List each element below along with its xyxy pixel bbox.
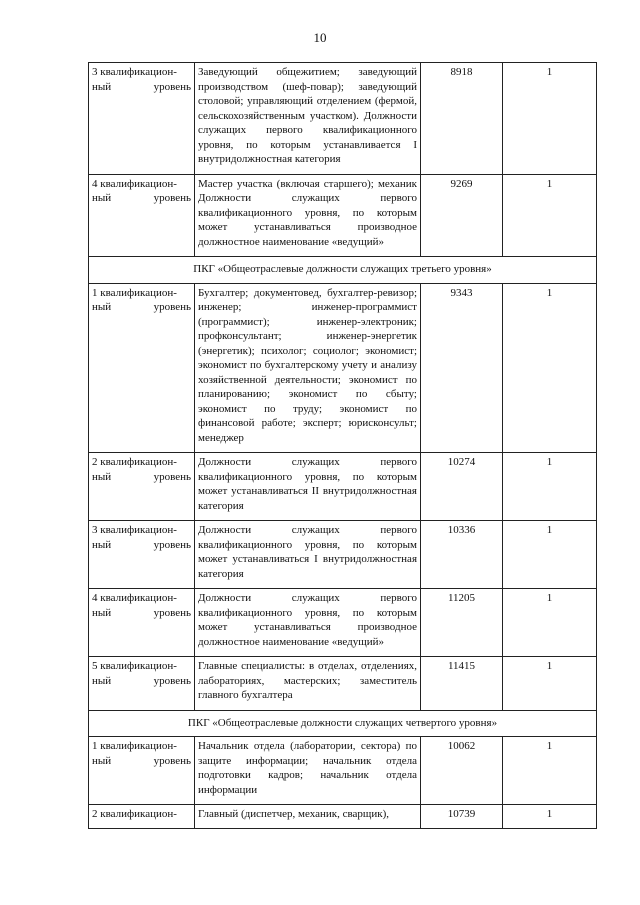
salary-value: 9269 [421, 174, 503, 257]
qualification-level-cont: ный уровень [92, 192, 191, 204]
qualification-level-cont: ный уровень [92, 301, 191, 313]
salary-value: 10274 [421, 453, 503, 521]
qualification-level: 1 квалификацион- [92, 286, 177, 299]
page-number: 10 [313, 30, 327, 45]
table-row [89, 589, 597, 657]
position-description: Бухгалтер; документовед, бухгалтер-ревизор; инженер; инженер-программист (программист); инженер-электроник; профконсультант; инженер-энергетик (энергетик); психолог; социолог; экономист; экономист по бухгалтерскому учету и анализу хозяйственной деятельности; экономист по планированию; экономист по сбыту; экономист по труду; экономист по финансовой работе; эксперт; юрисконсульт; менеджер [195, 283, 421, 453]
table-row [89, 453, 597, 521]
position-description: Должности служащих первого квалификационного уровня, по которым может устанавливаться II внутридолжностная категория [195, 453, 421, 521]
position-description: Должности служащих первого квалификационного уровня, по которым может устанавливаться производное должностное наименование «ведущий» [195, 589, 421, 657]
salary-value: 11415 [421, 657, 503, 711]
qualification-level-cell [89, 805, 195, 829]
qualification-level-cont: ный уровень [92, 754, 191, 767]
qualification-level: 3 квалификацион- [92, 66, 177, 78]
coefficient-value: 1 [503, 63, 597, 175]
coefficient-value: 1 [503, 657, 597, 711]
qualification-level-cont: ный уровень [92, 80, 191, 93]
qualification-level-cont: ный уровень [92, 606, 191, 619]
position-description: Главный (диспетчер, механик, сварщик), [195, 805, 421, 829]
qualification-level: 2 квалификацион- [92, 808, 177, 820]
salary-value: 10739 [421, 805, 503, 829]
salary-value: 8918 [421, 63, 503, 175]
group-header-row [89, 257, 597, 284]
qualification-level-cell [89, 63, 195, 175]
coefficient-value: 1 [503, 174, 597, 257]
position-description: Мастер участка (включая старшего); механик Должности служащих первого квалификационного уровня, по которым может устанавливаться производное должностное наименование «ведущий» [195, 174, 421, 257]
position-description: Должности служащих первого квалификационного уровня, по которым может устанавливаться I внутридолжностная категория [195, 521, 421, 589]
salary-value: 10062 [421, 737, 503, 805]
coefficient-value: 1 [503, 453, 597, 521]
coefficient-value: 1 [503, 805, 597, 829]
qualification-level-cell [89, 453, 195, 521]
group-header-row [89, 710, 597, 737]
qualification-level: 1 квалификацион- [92, 740, 177, 752]
qualification-level-cont: ный уровень [92, 470, 191, 483]
table-row [89, 63, 597, 175]
qualification-level-cell [89, 589, 195, 657]
salary-value: 11205 [421, 589, 503, 657]
salary-value: 9343 [421, 283, 503, 453]
table-row [89, 174, 597, 257]
qualification-level-cell [89, 283, 195, 453]
qualification-level-cell [89, 657, 195, 711]
coefficient-value: 1 [503, 283, 597, 453]
table-body [89, 63, 597, 829]
qualification-level-cell [89, 521, 195, 589]
position-description: Главные специалисты: в отделах, отделениях, лабораториях, мастерских; заместитель главного бухгалтера [195, 657, 421, 711]
coefficient-value: 1 [503, 521, 597, 589]
position-description: Заведующий общежитием; заведующий производством (шеф-повар); заведующий столовой; управляющий отделением (фермой, сельскохозяйственным участком). Должности служащих первого квалификационного уровня, по которым устанавливается I внутридолжностная категория [195, 63, 421, 175]
coefficient-value: 1 [503, 737, 597, 805]
group-title: ПКГ «Общеотраслевые должности служащих третьего уровня» [89, 257, 597, 284]
qualification-level: 2 квалификацион- [92, 456, 177, 468]
table-row [89, 283, 597, 453]
group-title: ПКГ «Общеотраслевые должности служащих четвертого уровня» [89, 710, 597, 737]
qualification-level-cell [89, 174, 195, 257]
qualification-level-cont: ный уровень [92, 538, 191, 551]
table-row [89, 521, 597, 589]
position-description: Начальник отдела (лаборатории, сектора) по защите информации; начальник отдела подготовки кадров; начальник отдела информации [195, 737, 421, 805]
qualification-level: 5 квалификацион- [92, 660, 177, 672]
qualification-level-cell [89, 737, 195, 805]
table-row [89, 737, 597, 805]
qualification-level-cont: ный уровень [92, 674, 191, 687]
qualification-level: 4 квалификацион- [92, 592, 177, 604]
qualification-table [88, 62, 597, 829]
table-row [89, 805, 597, 829]
salary-value: 10336 [421, 521, 503, 589]
qualification-level: 3 квалификацион- [92, 524, 177, 536]
coefficient-value: 1 [503, 589, 597, 657]
table-row [89, 657, 597, 711]
qualification-level: 4 квалификацион- [92, 177, 177, 190]
